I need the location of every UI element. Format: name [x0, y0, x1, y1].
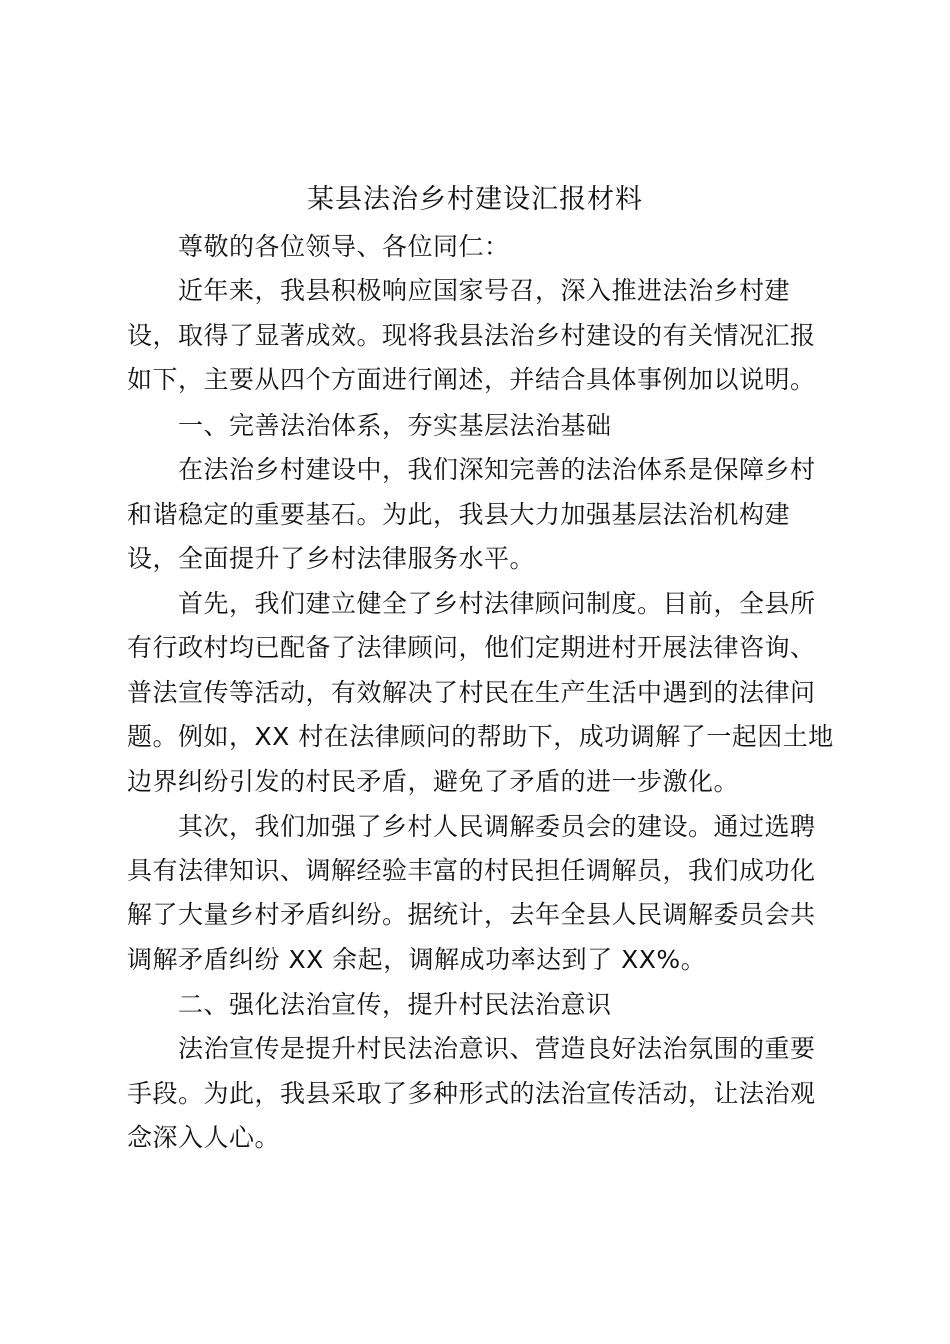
section-2-para-1-line-1: 法治宣传是提升村民法治意识、营造良好法治氛围的重要 [178, 1034, 816, 1063]
section-1-para-2-line-2: 有行政村均已配备了法律顾问，他们定期进村开展法律咨询、 [127, 633, 816, 662]
section-1-para-3-line-4: 调解矛盾纠纷 XX 余起，调解成功率达到了 XX%。 [127, 945, 707, 974]
intro-line-3: 如下，主要从四个方面进行阐述，并结合具体事例加以说明。 [127, 365, 816, 394]
document-title: 某县法治乡村建设汇报材料 [307, 184, 643, 215]
section-1-heading: 一、完善法治体系，夯实基层法治基础 [178, 411, 612, 440]
section-1-para-3-line-3: 解了大量乡村矛盾纠纷。据统计，去年全县人民调解委员会共 [127, 900, 816, 929]
intro-line-1: 近年来，我县积极响应国家号召，深入推进法治乡村建 [178, 276, 791, 305]
section-1-para-3-line-2: 具有法律知识、调解经验丰富的村民担任调解员，我们成功化 [127, 856, 816, 885]
salutation-line: 尊敬的各位领导、各位同仁： [178, 232, 510, 261]
section-1-para-3-line-1: 其次，我们加强了乡村人民调解委员会的建设。通过选聘 [178, 812, 816, 841]
intro-line-2: 设，取得了显著成效。现将我县法治乡村建设的有关情况汇报 [127, 321, 816, 350]
section-1-para-1-line-2: 和谐稳定的重要基石。为此，我县大力加强基层法治机构建 [127, 500, 791, 529]
section-2-para-1-line-2: 手段。为此，我县采取了多种形式的法治宣传活动，让法治观 [127, 1079, 816, 1108]
section-1-para-2-line-1: 首先，我们建立健全了乡村法律顾问制度。目前，全县所 [178, 589, 816, 618]
section-1-para-1-line-1: 在法治乡村建设中，我们深知完善的法治体系是保障乡村 [178, 455, 816, 484]
section-1-para-2-line-3: 普法宣传等活动，有效解决了村民在生产生活中遇到的法律问 [127, 678, 816, 707]
section-2-para-1-line-3: 念深入人心。 [127, 1123, 281, 1152]
section-2-heading: 二、强化法治宣传，提升村民法治意识 [178, 990, 612, 1019]
section-1-para-2-line-4: 题。例如，XX 村在法律顾问的帮助下，成功调解了一起因土地 [127, 722, 834, 751]
section-1-para-1-line-3: 设，全面提升了乡村法律服务水平。 [127, 544, 536, 573]
section-1-para-2-line-5: 边界纠纷引发的村民矛盾，避免了矛盾的进一步激化。 [127, 767, 740, 796]
